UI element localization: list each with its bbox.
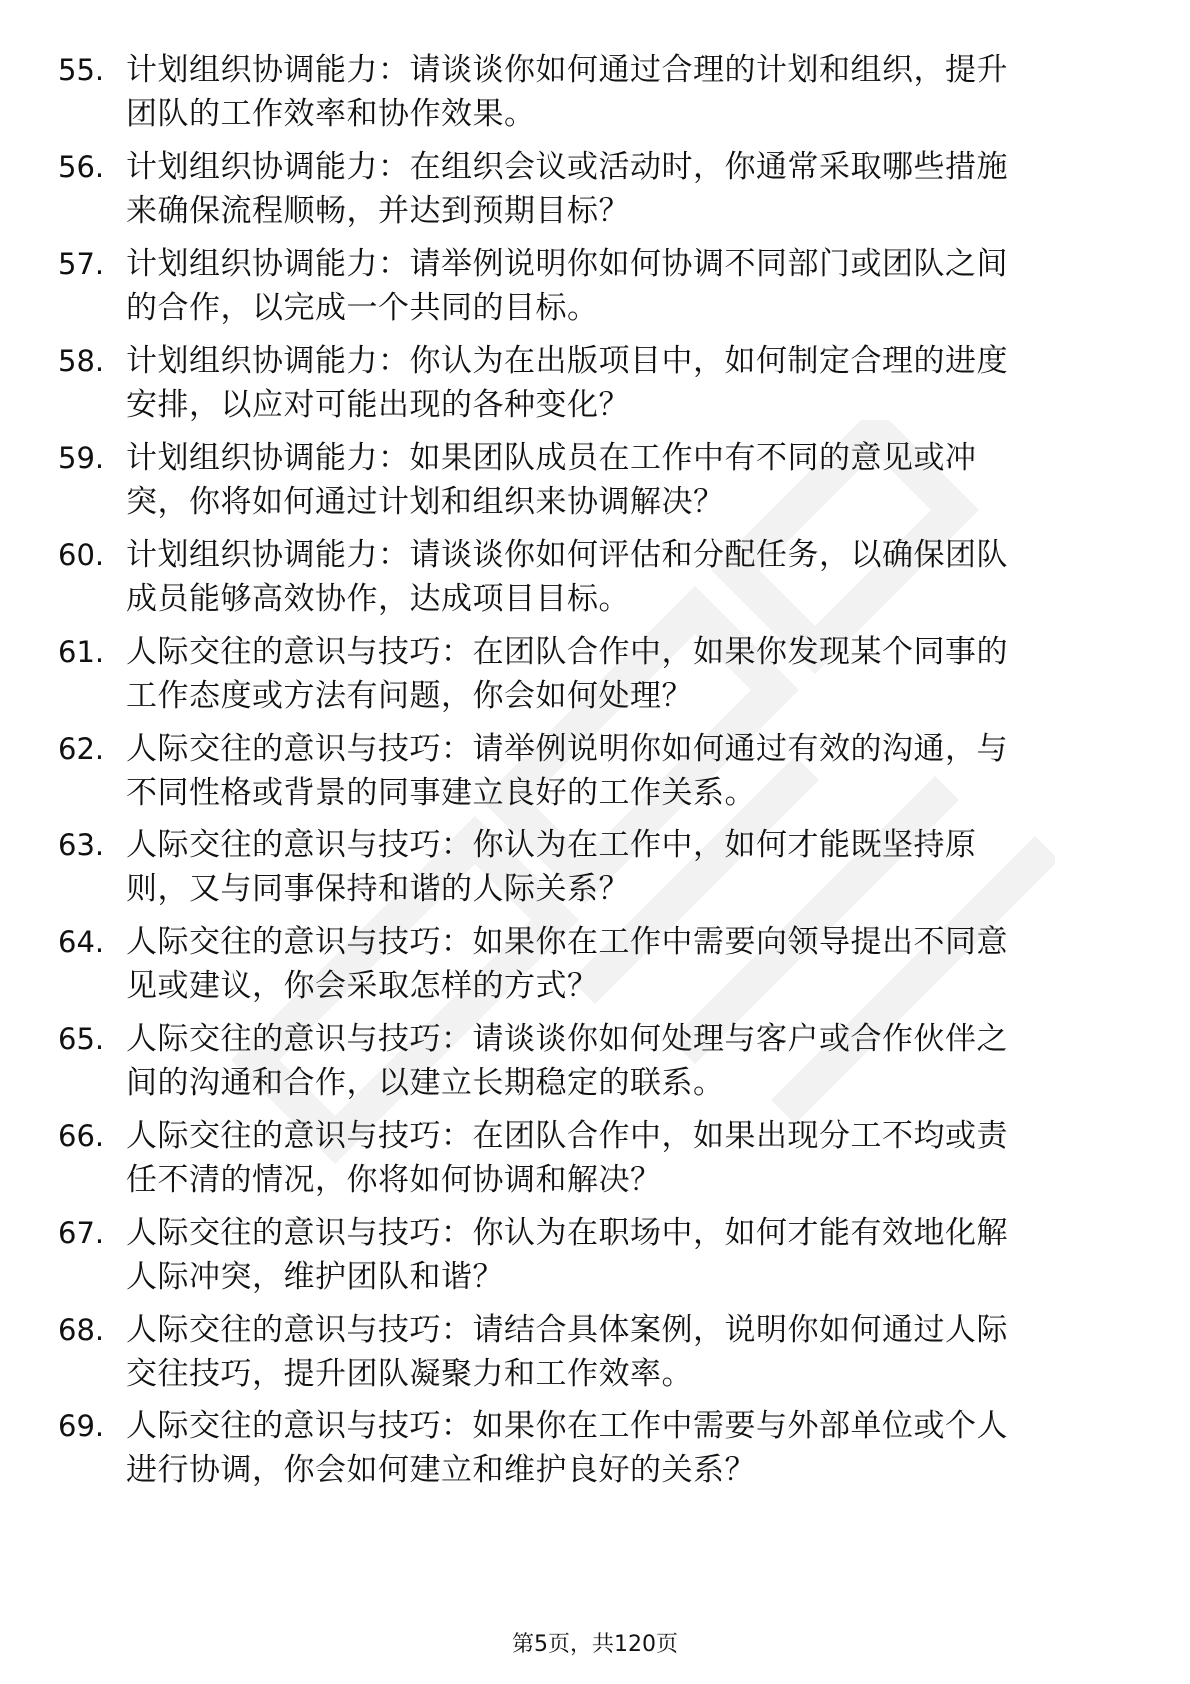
question-text [126, 1404, 1126, 1492]
question-text-line: 突，你将如何通过计划和组织来协调解决？ [126, 484, 725, 520]
question-text [126, 920, 1126, 1008]
question-number: 65. [58, 1022, 105, 1056]
question-text-line: 人际交往的意识与技巧：你认为在工作中，如何才能既坚持原 [126, 827, 977, 863]
question-item [0, 920, 1190, 1020]
question-text-line: 交往技巧，提升团队凝聚力和工作效率。 [126, 1356, 693, 1392]
question-number: 69. [58, 1409, 105, 1443]
question-text-line: 人际交往的意识与技巧：在团队合作中，如果你发现某个同事的 [126, 634, 1008, 670]
question-number: 61. [58, 635, 105, 669]
question-text-line: 计划组织协调能力：如果团队成员在工作中有不同的意见或冲 [126, 440, 977, 476]
question-text-line: 人际交往的意识与技巧：你认为在职场中，如何才能有效地化解 [126, 1215, 1008, 1251]
question-text-line: 人际交往的意识与技巧：请结合具体案例，说明你如何通过人际 [126, 1312, 1008, 1348]
question-text-line: 则，又与同事保持和谐的人际关系？ [126, 871, 630, 907]
question-text [126, 727, 1126, 815]
page-number-footer: 第5页，共120页 [512, 1632, 678, 1657]
question-text-line: 团队的工作效率和协作效果。 [126, 96, 536, 132]
question-text [126, 339, 1126, 427]
question-item [0, 339, 1190, 439]
question-number: 66. [58, 1119, 105, 1153]
question-item [0, 1114, 1190, 1214]
question-text [126, 242, 1126, 330]
question-number: 56. [58, 150, 105, 184]
question-text-line: 任不清的情况，你将如何协调和解决？ [126, 1162, 662, 1198]
question-text-line: 人际交往的意识与技巧：如果你在工作中需要向领导提出不同意 [126, 924, 1008, 960]
question-text-line: 不同性格或背景的同事建立良好的工作关系。 [126, 775, 756, 811]
question-text-line: 人际冲突，维护团队和谐？ [126, 1259, 504, 1295]
question-text-line: 计划组织协调能力：请举例说明你如何协调不同部门或团队之间 [126, 246, 1008, 282]
question-text-line: 来确保流程顺畅，并达到预期目标？ [126, 193, 630, 229]
question-text-line: 计划组织协调能力：你认为在出版项目中，如何制定合理的进度 [126, 343, 1008, 379]
question-text [126, 630, 1126, 718]
question-number: 57. [58, 247, 105, 281]
question-text-line: 安排，以应对可能出现的各种变化？ [126, 387, 630, 423]
question-number: 67. [58, 1216, 105, 1250]
question-text-line: 计划组织协调能力：请谈谈你如何通过合理的计划和组织，提升 [126, 52, 1008, 88]
question-item [0, 727, 1190, 827]
question-text-line: 人际交往的意识与技巧：请举例说明你如何通过有效的沟通，与 [126, 731, 1008, 767]
question-number: 58. [58, 344, 105, 378]
question-number: 68. [58, 1313, 105, 1347]
question-text [126, 1017, 1126, 1105]
question-text [126, 1308, 1126, 1396]
question-text-line: 的合作，以完成一个共同的目标。 [126, 290, 599, 326]
question-text-line: 计划组织协调能力：在组织会议或活动时，你通常采取哪些措施 [126, 149, 1008, 185]
question-item [0, 145, 1190, 245]
question-text [126, 1114, 1126, 1202]
question-number: 60. [58, 538, 105, 572]
question-item [0, 823, 1190, 923]
question-item [0, 242, 1190, 342]
question-text [126, 823, 1126, 911]
question-number: 64. [58, 925, 105, 959]
question-text [126, 1211, 1126, 1299]
question-item [0, 48, 1190, 148]
question-text-line: 计划组织协调能力：请谈谈你如何评估和分配任务，以确保团队 [126, 537, 1008, 573]
question-text-line: 见或建议，你会采取怎样的方式？ [126, 968, 599, 1004]
question-number: 55. [58, 53, 105, 87]
question-item [0, 1404, 1190, 1504]
question-number: 62. [58, 732, 105, 766]
question-text-line: 人际交往的意识与技巧：如果你在工作中需要与外部单位或个人 [126, 1408, 1008, 1444]
question-text-line: 成员能够高效协作，达成项目目标。 [126, 581, 630, 617]
question-item [0, 1211, 1190, 1311]
question-text-line: 进行协调，你会如何建立和维护良好的关系？ [126, 1452, 756, 1488]
question-number: 59. [58, 441, 105, 475]
question-text-line: 工作态度或方法有问题，你会如何处理？ [126, 678, 693, 714]
question-number: 63. [58, 828, 105, 862]
question-item [0, 1017, 1190, 1117]
question-text [126, 48, 1126, 136]
question-text-line: 人际交往的意识与技巧：请谈谈你如何处理与客户或合作伙伴之 [126, 1021, 1008, 1057]
question-item [0, 533, 1190, 633]
question-item [0, 630, 1190, 730]
question-text-line: 间的沟通和合作，以建立长期稳定的联系。 [126, 1065, 725, 1101]
question-text [126, 436, 1126, 524]
question-text [126, 533, 1126, 621]
question-text [126, 145, 1126, 233]
question-text-line: 人际交往的意识与技巧：在团队合作中，如果出现分工不均或责 [126, 1118, 1008, 1154]
question-item [0, 436, 1190, 536]
question-item [0, 1308, 1190, 1408]
